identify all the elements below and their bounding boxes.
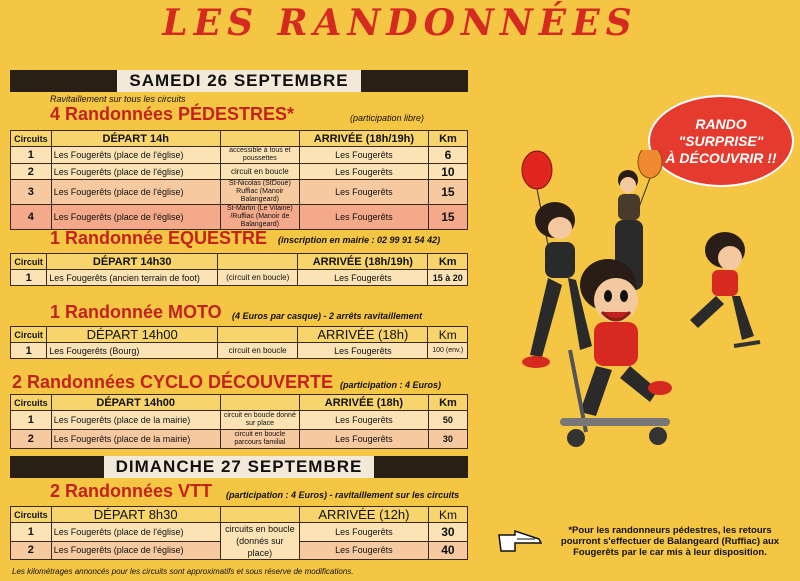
col-header: Km xyxy=(428,507,467,523)
col-header: Circuits xyxy=(11,395,52,411)
circuit-number: 1 xyxy=(11,270,47,286)
route-note: circuit en boucle parcours familial xyxy=(220,430,299,449)
departure: Les Fougerêts (place de l'église) xyxy=(51,180,220,205)
page-title: LES RANDONNÉES xyxy=(162,2,638,44)
departure: Les Fougerêts (ancien terrain de foot) xyxy=(47,270,218,286)
table-row xyxy=(11,430,468,449)
vtt-note-price: (participation : 4 Euros) xyxy=(226,490,328,500)
departure: Les Fougerêts (place de la mairie) xyxy=(51,430,220,449)
table-row xyxy=(11,147,468,164)
col-header: Circuit xyxy=(11,254,47,270)
badge-line: À DÉCOUVRIR !! xyxy=(665,149,777,166)
distance: 15 à 20 xyxy=(428,270,468,286)
departure: Les Fougerêts (place de l'église) xyxy=(51,541,220,560)
distance: 30 xyxy=(428,523,467,542)
departure: Les Fougerêts (place de l'église) xyxy=(51,164,220,180)
col-header: ARRIVÉE (18h) xyxy=(299,395,428,411)
route-note: circuit en boucle donné sur place xyxy=(220,411,299,430)
table-header-row xyxy=(11,395,468,411)
skater-girl-figure xyxy=(690,232,760,346)
table-header-row xyxy=(11,254,468,270)
route-note: circuit en boucle xyxy=(218,343,298,359)
col-header xyxy=(220,131,299,147)
supply-note: Ravitaillement sur tous les circuits xyxy=(50,94,186,104)
badge-line: RANDO xyxy=(695,115,747,132)
col-header: DÉPART 8h30 xyxy=(51,507,220,523)
col-header: DÉPART 14h00 xyxy=(51,395,220,411)
arrival: Les Fougerêts xyxy=(298,270,428,286)
sunday-banner xyxy=(10,456,468,478)
route-note: (circuit en boucle) xyxy=(218,270,298,286)
moto-title: 1 Randonnée MOTO xyxy=(50,302,222,322)
arrival: Les Fougerêts xyxy=(299,541,428,560)
departure: Les Fougerêts (Bourg) xyxy=(47,343,218,359)
distance: 15 xyxy=(428,180,467,205)
table-row xyxy=(11,164,468,180)
route-note: St-Martin (Le Vilaine) /Ruffiac (Manoir de Balangeard) xyxy=(220,205,299,230)
route-note: circuits en boucle (donnés sur place) xyxy=(220,523,299,560)
distance: 30 xyxy=(428,430,467,449)
arrival: Les Fougerêts xyxy=(299,411,428,430)
col-header xyxy=(220,395,299,411)
table-row xyxy=(11,270,468,286)
table-row xyxy=(11,180,468,205)
col-header: Km xyxy=(428,395,467,411)
arrival: Les Fougerêts xyxy=(299,164,428,180)
col-header: Km xyxy=(428,254,468,270)
distance: 50 xyxy=(428,411,467,430)
col-header: Km xyxy=(428,131,467,147)
circuit-number: 2 xyxy=(11,541,52,560)
moto-table xyxy=(10,326,468,359)
circuit-number: 2 xyxy=(11,164,52,180)
col-header: ARRIVÉE (18h/19h) xyxy=(299,131,428,147)
col-header: ARRIVÉE (18h) xyxy=(298,327,428,343)
departure: Les Fougerêts (place de la mairie) xyxy=(51,411,220,430)
table-row xyxy=(11,343,468,359)
badge-line: "SURPRISE" xyxy=(678,132,764,149)
circuit-number: 4 xyxy=(11,205,52,230)
circuit-number: 1 xyxy=(11,147,52,164)
distance: 100 (env.) xyxy=(428,343,468,359)
route-note: circuit en boucle xyxy=(220,164,299,180)
distance-disclaimer: Les kilométrages annoncés pour les circuits sont approximatifs et sous réserve de modifications. xyxy=(12,567,354,576)
departure: Les Fougerêts (place de l'église) xyxy=(51,147,220,164)
table-header-row xyxy=(11,131,468,147)
col-header xyxy=(218,327,298,343)
pedestres-note: (participation libre) xyxy=(350,113,425,123)
col-header xyxy=(218,254,298,270)
saturday-banner-text: SAMEDI 26 SEPTEMBRE xyxy=(117,70,360,92)
cyclo-table xyxy=(10,394,468,449)
col-header: Circuits xyxy=(11,131,52,147)
equestre-title: 1 Randonnée EQUESTRE xyxy=(50,228,268,248)
table-row xyxy=(11,523,468,542)
saturday-banner xyxy=(10,70,468,92)
return-footnote: *Pour les randonneurs pédestres, les retours pourront s'effectuer de Balangeard (Ruffiac) aux Fougerêts par le car mis à leur disposition. xyxy=(560,525,780,558)
departure: Les Fougerêts (place de l'église) xyxy=(51,205,220,230)
arrival: Les Fougerêts xyxy=(299,523,428,542)
route-note: accessible à tous et poussettes xyxy=(220,147,299,164)
table-row xyxy=(11,205,468,230)
cartoon-illustration xyxy=(480,150,790,470)
arrival: Les Fougerêts xyxy=(299,180,428,205)
pointing-hand-icon xyxy=(497,527,543,555)
vtt-note-supply: - ravitaillement sur les circuits xyxy=(327,490,460,500)
moto-note: (4 Euros par casque) - 2 arrêts ravitaillement xyxy=(232,311,423,321)
distance: 6 xyxy=(428,147,467,164)
circuit-number: 1 xyxy=(11,523,52,542)
cyclo-note: (participation : 4 Euros) xyxy=(340,380,442,390)
col-header: DÉPART 14h30 xyxy=(47,254,218,270)
col-header: Km xyxy=(428,327,468,343)
equestre-table xyxy=(10,253,468,286)
arrival: Les Fougerêts xyxy=(299,430,428,449)
table-header-row xyxy=(11,327,468,343)
col-header xyxy=(220,507,299,523)
col-header: ARRIVÉE (18h/19h) xyxy=(298,254,428,270)
circuit-number: 2 xyxy=(11,430,52,449)
distance: 15 xyxy=(428,205,467,230)
sunday-banner-text: DIMANCHE 27 SEPTEMBRE xyxy=(104,456,375,478)
pedestres-title: 4 Randonnées PÉDESTRES* xyxy=(50,104,295,124)
vtt-note xyxy=(226,490,459,500)
circuit-number: 1 xyxy=(11,411,52,430)
col-header: DÉPART 14h xyxy=(51,131,220,147)
distance: 40 xyxy=(428,541,467,560)
arrival: Les Fougerêts xyxy=(299,205,428,230)
arrival: Les Fougerêts xyxy=(299,147,428,164)
col-header: Circuit xyxy=(11,327,47,343)
cyclo-title: 2 Randonnées CYCLO DÉCOUVERTE xyxy=(12,372,334,392)
col-header: Circuits xyxy=(11,507,52,523)
vtt-table xyxy=(10,506,468,560)
col-header: DÉPART 14h00 xyxy=(47,327,218,343)
route-note: St-Nicolas (StDoué) Ruffiac (Manoir Balangeard) xyxy=(220,180,299,205)
col-header: ARRIVÉE (12h) xyxy=(299,507,428,523)
distance: 10 xyxy=(428,164,467,180)
vtt-title: 2 Randonnées VTT xyxy=(50,481,213,501)
departure: Les Fougerêts (place de l'église) xyxy=(51,523,220,542)
pedestres-table xyxy=(10,130,468,230)
equestre-note: (inscription en mairie : 02 99 91 54 42) xyxy=(278,235,441,245)
arrival: Les Fougerêts xyxy=(298,343,428,359)
circuit-number: 3 xyxy=(11,180,52,205)
circuit-number: 1 xyxy=(11,343,47,359)
table-row xyxy=(11,411,468,430)
table-header-row xyxy=(11,507,468,523)
